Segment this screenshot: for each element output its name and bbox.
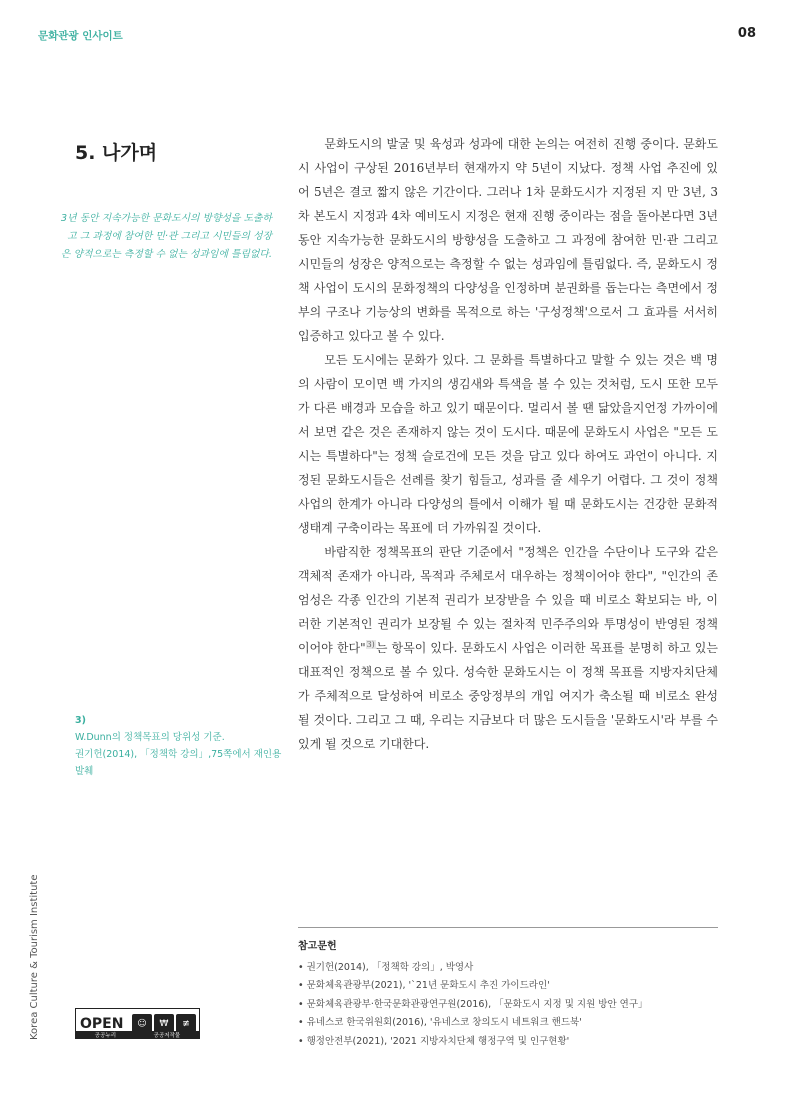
body-text [298,132,718,756]
page-number: 08 [737,26,756,41]
reference-item: • 행정안전부(2021), '2021 지방자치단체 행정구역 및 인구현황' [298,1033,738,1052]
references-divider [298,927,718,928]
pull-quote: 3년 동안 지속가능한 문화도시의 방향성을 도출하고 그 과정에 참여한 민·관 그리고 시민들의 성장은 양적으로는 측정할 수 없는 성과임에 틀림없다. [60,213,272,260]
footnote-reference[interactable]: 3) [366,640,375,649]
attribution-icon: ☺ [132,1014,152,1034]
license-caption-left: 공공누리 [94,1033,117,1039]
body-paragraph-2: 모든 도시에는 문화가 있다. 그 문화를 특별하다고 말할 수 있는 것은 백 명의 사람이 모이면 백 가지의 생김새와 특색을 볼 수 있는 것처럼, 도시 또한 모두가 다른 배경과 모습을 하고 있기 때문이다. 멀리서 볼 땐 닮았을지언정 가까이에서 보면 같은 것은 존재하지 않는 것이 도시다. 때문에 문화도시 사업은 "모든 도시는 특별하다"는 정책 슬로건에 모든 것을 담고 있다 하여도 과언이 아니다. 지정된 문화도시들은 선례를 찾기 힘들고, 성과를 줄 세우기 어렵다. 그 것이 정책사업의 한계가 아니라 다양성의 틀에서 이해가 될 때 문화도시는 건강한 문화적 생태계 구축이라는 목표에 더 가까워질 것이다. [298,353,718,535]
header-section-name: 문화관광 인사이트 [38,30,123,42]
footnote-number: 3) [75,715,86,726]
institute-side-label: Korea Culture & Tourism Institute [29,874,40,1040]
reference-item: • 유네스코 한국위원회(2016), '유네스코 창의도시 네트워크 핸드북' [298,1014,738,1033]
footnote-line: 권기헌(2014), 「정책학 강의」,75쪽에서 재인용 발췌 [75,749,282,777]
reference-item: • 권기헌(2014), 「정책학 강의」, 박영사 [298,959,738,978]
section-title: 5. 나가며 [75,142,158,164]
footnote-line: W.Dunn의 정책목표의 당위성 기준. [75,732,225,743]
references [298,938,738,1051]
open-license-badge[interactable] [75,1008,200,1039]
open-license-label: OPEN [80,1015,124,1032]
no-derivatives-icon: ≢ [176,1014,196,1034]
license-caption [76,1031,199,1039]
body-paragraph-1: 문화도시의 발굴 및 육성과 성과에 대한 논의는 여전히 진행 중이다. 문화도시 사업이 구상된 2016년부터 현재까지 약 5년이 지났다. 정책 사업 추진에 있어 5년은 결코 짧지 않은 기간이다. 그러나 1차 문화도시가 지정된 지 만 3년, 3차 본도시 지정과 4차 예비도시 지정은 현재 진행 중이라는 점을 돌아본다면 3년 동안 지속가능한 문화도시의 방향성을 도출하고 그 과정에 참여한 민·관 그리고 시민들의 성장은 양적으로는 측정할 수 없는 성과임에 틀림없다. 즉, 문화도시 정책 사업이 도시의 문화정책의 다양성을 인정하며 분권화를 돕는다는 측면에서 정부의 구조나 기능상의 변화를 목적으로 하는 '구성정책'으로서 그 효과를 서서히 입증하고 있다고 볼 수 있다. [298,137,718,343]
footnote [75,712,285,780]
references-list [298,959,738,1052]
license-caption-right: 공공저작물 [153,1033,181,1039]
reference-item: • 문화체육관광부(2021), '`21년 문화도시 추진 가이드라인' [298,977,738,996]
body-paragraph-3-part-a: 바람직한 정책목표의 판단 기준에서 "정책은 인간을 수단이나 도구와 같은 객체적 존재가 아니라, 목적과 주체로서 대우하는 정책이어야 한다", "인간의 존엄성은 각종 인간의 기본적 권리가 보장받을 수 있을 때 비로소 확보되는 바, 이러한 기본적인 권리가 보장될 수 있는 절차적 민주주의와 투명성이 반영된 정책이어야 한다" [298,545,718,655]
body-paragraph-3 [298,540,718,756]
body-paragraph-3-part-b: 는 항목이 있다. 문화도시 사업은 이러한 목표를 분명히 하고 있는 대표적인 정책으로 볼 수 있다. 성숙한 문화도시는 이 정책 목표를 지방자치단체가 주체적으로 달성하여 비로소 중앙정부의 개입 여지가 축소될 때 비로소 완성될 것이다. 그리고 그 때, 우리는 지금보다 더 많은 도시들을 '문화도시'라 부를 수 있게 될 것으로 기대한다. [298,641,718,751]
non-commercial-icon: ₩ [154,1014,174,1034]
reference-item: • 문화체육관광부·한국문화관광연구원(2016), 「문화도시 지정 및 지원 방안 연구」 [298,996,738,1015]
references-title: 참고문헌 [298,941,337,952]
